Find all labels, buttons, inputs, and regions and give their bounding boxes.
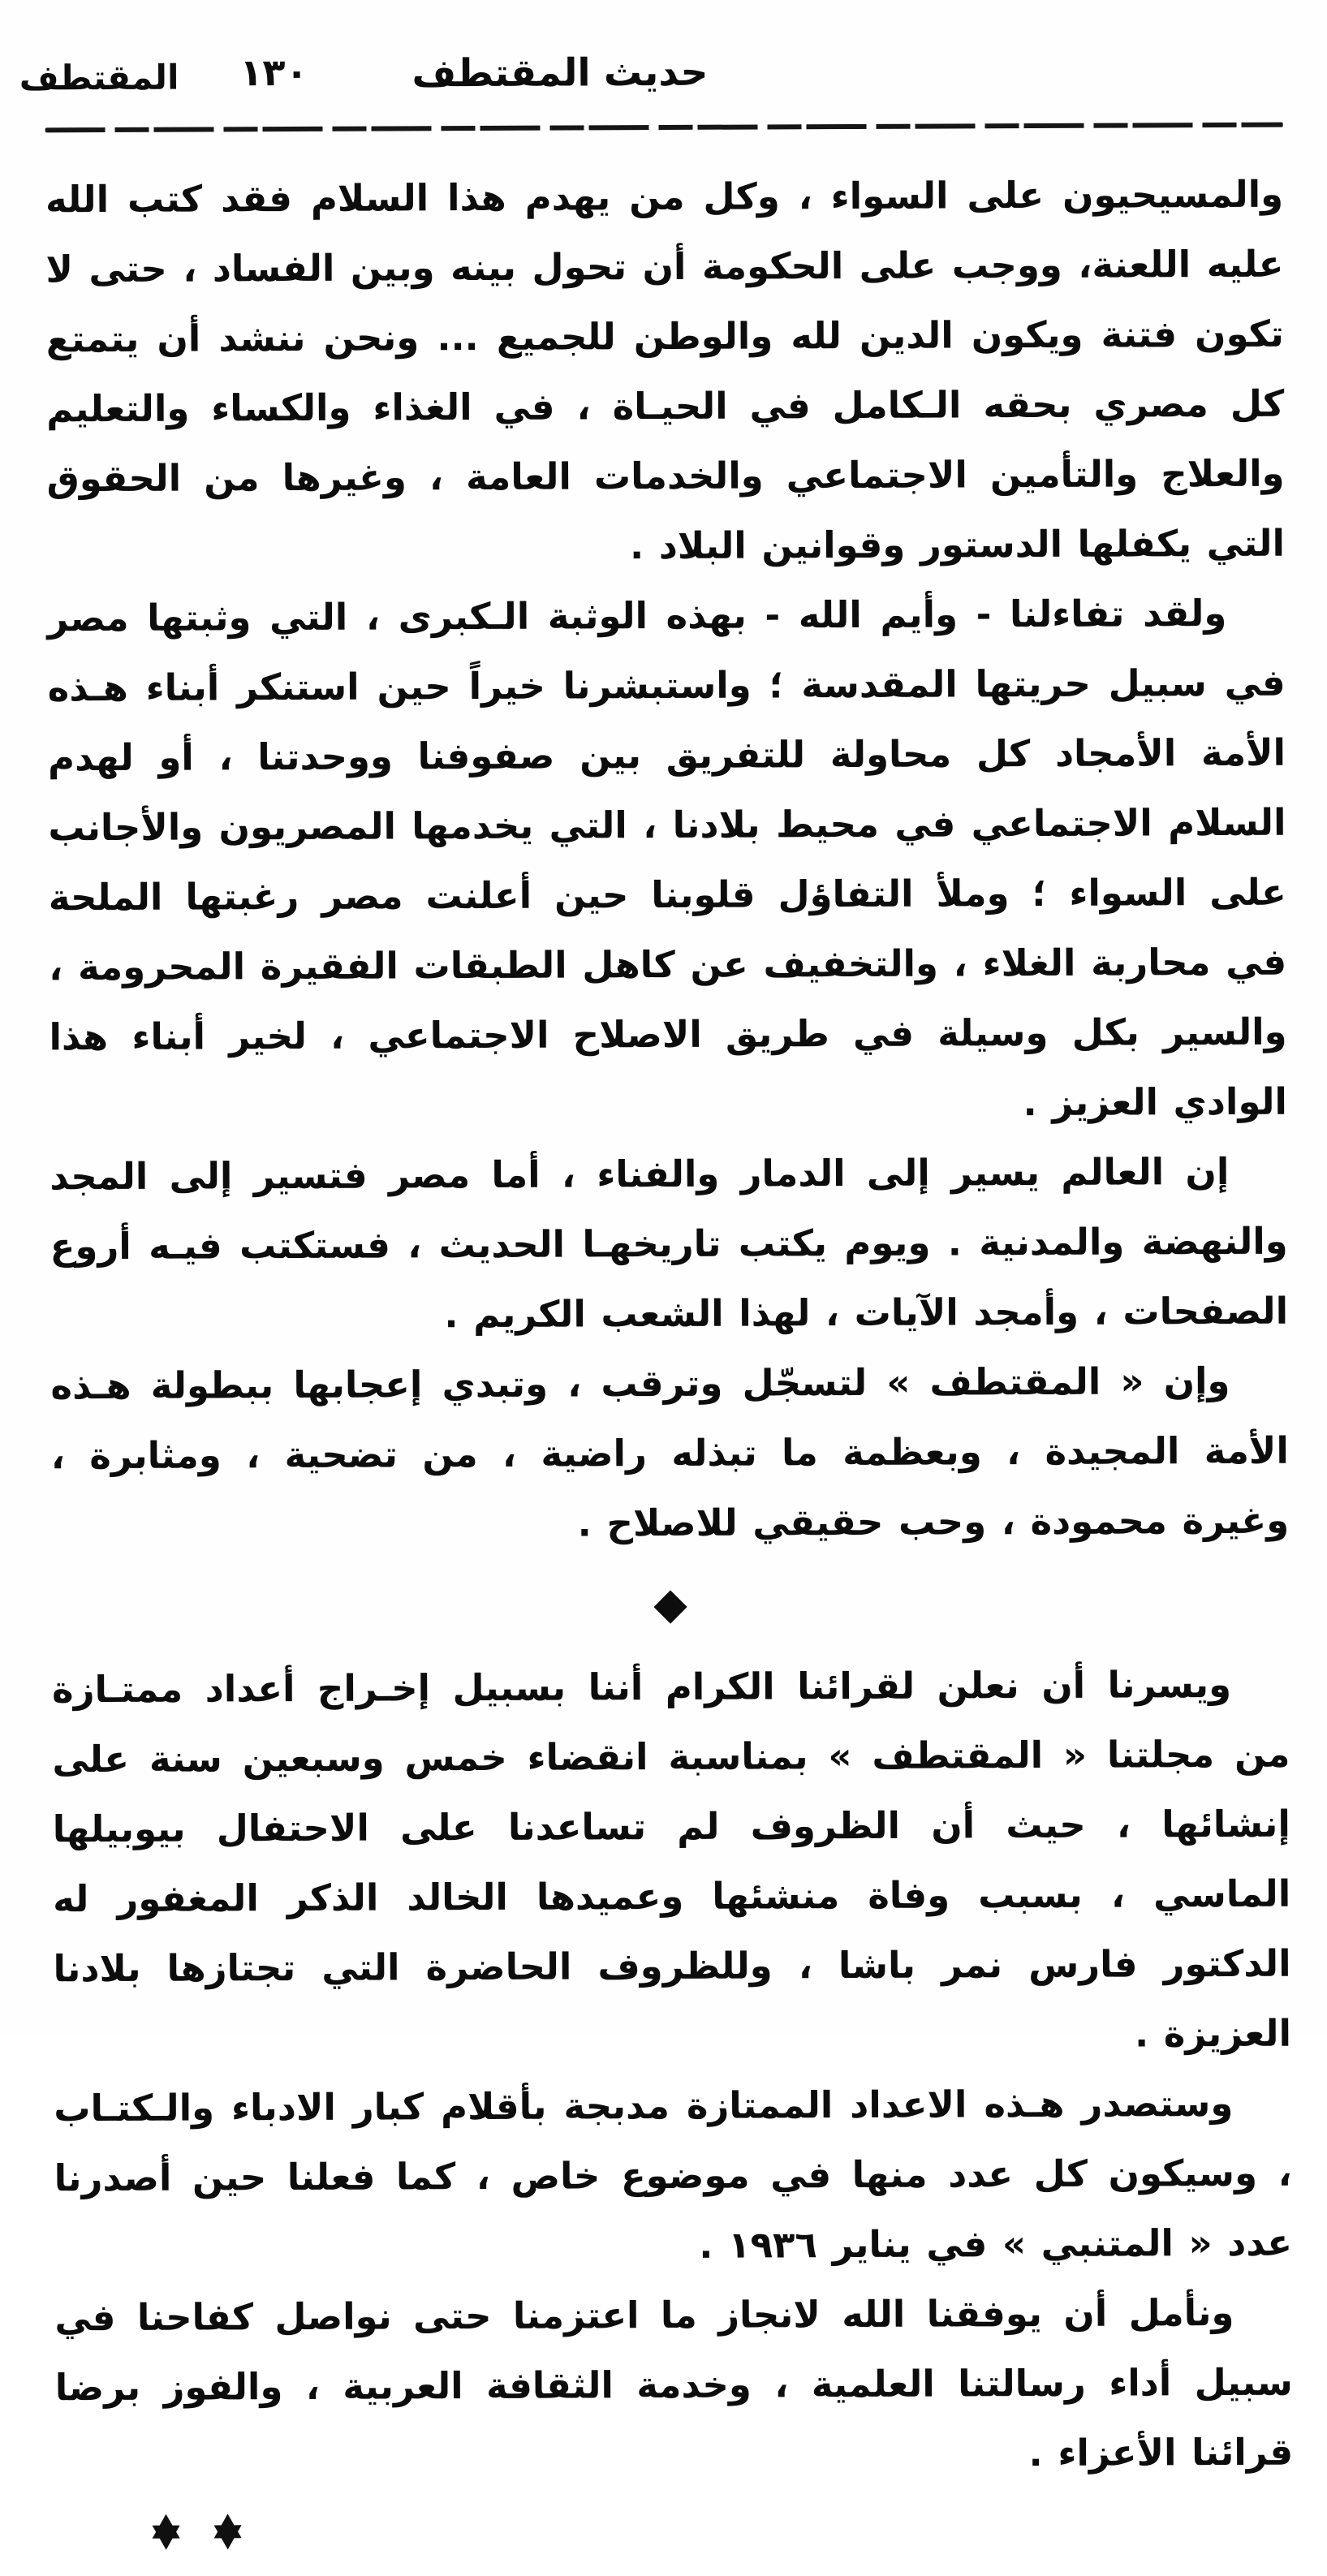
six-pointed-star-icon [208, 2511, 247, 2552]
header-divider [45, 123, 1283, 133]
page-header [19, 28, 1282, 122]
body-paragraph: ولقد تفاءلنا - وأيم الله - بهذه الوثبة الـكبرى ، التي وثبتها مصر في سبيل حريتها المقدسة ؛ واستبشرنا خيراً حين استنكر أبناء هـذه الأمة الأمجاد كل محاولة للتفريق بين صفوفنا ووحدتنا ، أو لهدم السلام الاجتماعي في محيط بلادنا ، التي يخدمها المصريون والأجانب على السواء ؛ وملأ التفاؤل قلوبنا حين أعلنت مصر رغبتها الملحة في محاربة الغلاء ، والتخفيف عن كاهل الطبقات الفقيرة المحرومة ، والسير بكل وسيلة في طريق الاصلاح الاجتماعي ، لخير أبناء هذا الوادي العزيز . [47, 591, 1288, 1125]
six-pointed-star-icon [146, 2512, 185, 2552]
body-paragraph: ويسرنا أن نعلن لقرائنا الكرام أننا بسبيل إخـراج أعداد ممتـازة من مجلتنا « المقتطف » بمناسبة انقضاء خمس وسبعين سنة على إنشائها ، حيث أن الظروف لم تساعدنا على الاحتفال بيوبيلها الماسي ، بسبب وفاة منشئها وعميدها الخالد الذكر المغفور له الدكتور فارس نمر باشا ، وللظروف الحاضرة التي تجتازها بلادنا العزيزة . [51, 1662, 1292, 2056]
body-paragraph: وستصدر هـذه الاعداد الممتازة مدبجة بأقلام كبار الادباء والـكتـاب ، وسيكون كل عدد منها في موضوع خاص ، كما فعلنا حين أصدرنا عدد « المتنبي » في يناير ١٩٣٦ . [54, 2081, 1293, 2267]
end-mark [55, 2501, 1293, 2555]
body-paragraph: والمسيحيون على السواء ، وكل من يهدم هذا السلام فقد كتب الله عليه اللعنة، ووجب على الحكومة أن تحول بينه وبين الفساد ، حتى لا تكون فتنة ويكون الدين لله والوطن للجميع ... ونحن ننشد أن يتمتع كل مصري بحقه الـكامل في الحيـاة ، في الغذاء والكساء والتعليم والعلاج والتأمين الاجتماعي والخدمات العامة ، وغيرها من الحقوق التي يكفلها الدستور وقوانين البلاد . [45, 172, 1286, 568]
body-paragraph: ونأمل أن يوفقنا الله لانجاز ما اعتزمنا حتى نواصل كفاحنا في سبيل أداء رسالتنا العلمية ، وخدمة الثقافة العربية ، والفوز برضا قرائنا الأعزاء . [54, 2290, 1294, 2475]
body-paragraph: إن العالم يسير إلى الدمار والفناء ، أما مصر فتسير إلى المجد والنهضة والمدنية . ويوم يكتب تاريخهـا الحديث ، فستكتب فيـه أروع الصفحات ، وأمجد الآيات ، لهذا الشعب الكريم . [50, 1149, 1289, 1337]
body-paragraph: وإن « المقتطف » لتسجّل وترقب ، وتبدي إعجابها ببطولة هـذه الأمة المجيدة ، وبعظمة ما تبذله راضية ، من تضحية ، ومثابرة ، وغيرة محمودة ، وحب حقيقي للاصلاح . [50, 1359, 1290, 1545]
diamond-separator-icon: ◆ [653, 1577, 688, 1630]
magazine-name: المقتطف [19, 57, 179, 98]
article-body [45, 160, 1294, 2555]
page-title: حديث المقتطف [411, 50, 709, 97]
page-number: ١٣٠ [239, 50, 308, 95]
